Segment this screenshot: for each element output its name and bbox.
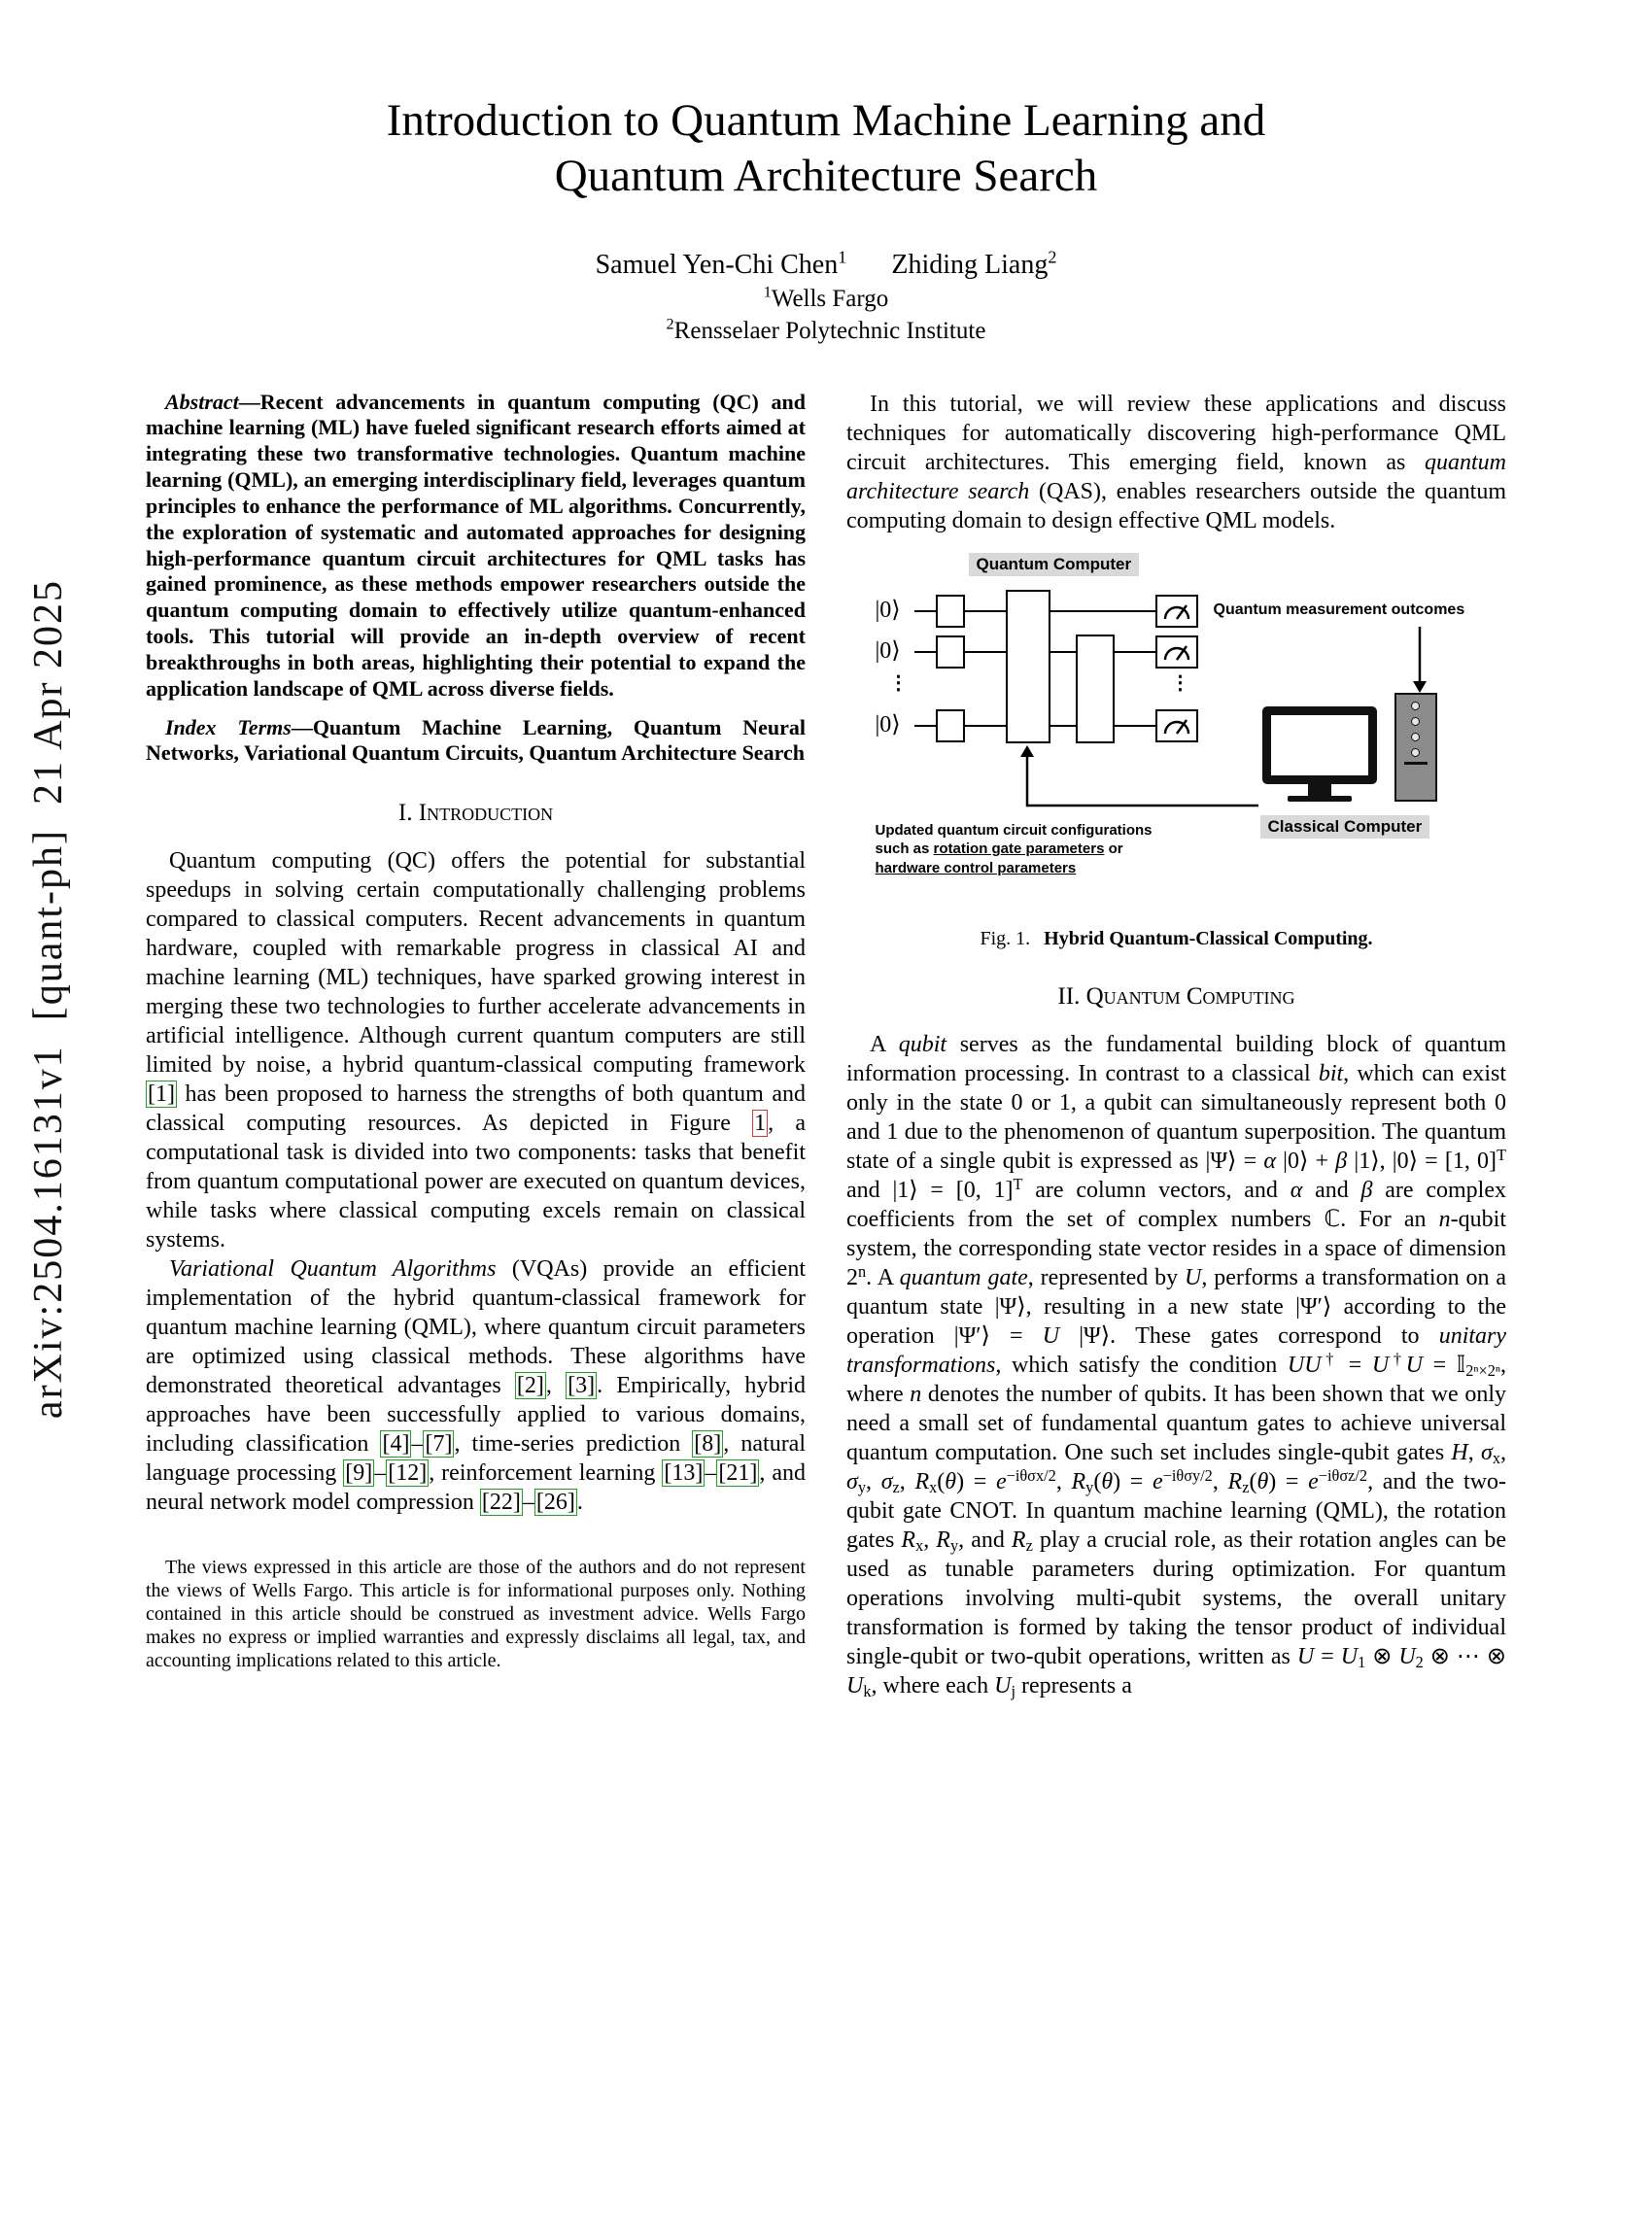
author-1 [595,247,847,280]
two-qubit-gate [1076,635,1115,743]
author-2 [891,247,1057,280]
author-1-name: Samuel Yen-Chi Chen [595,249,839,280]
quantum-gate [936,635,965,669]
tower-led [1411,748,1420,757]
left-column [146,390,806,1700]
figure-ref-link[interactable]: 1 [754,1111,767,1137]
affiliation-2-sup: 2 [666,315,674,333]
measurement-icon [1159,639,1194,665]
intro-paragraph-1: Quantum computing (QC) offers the potential for substantial speedups in solving certain computationally challenging problems compared to classical computers. Recent advancements in quantum hardware, coupled with remarkable progress in classical AI and machine learning (ML) techniques, have sparked growing interest in merging these two technologies to further accelerate advancements in artificial intelligence. Although current quantum computers are still limited by noise, a hybrid quantum-classical computing framework [1] has been proposed to harness the strengths of both quantum and classical computing resources. As depicted in Figure 1, a computational task is divided into two components: tasks that benefit from quantum computational power are executed on quantum devices, while tasks where classical computing excels remain on classical systems. [146,848,807,1253]
section-heading-quantum-computing: II. Quantum Computing [1057,982,1295,1010]
ket-zero-label: |0⟩ [875,637,901,664]
figure-1-diagram [875,554,1478,903]
ket-zero-label: |0⟩ [875,711,901,738]
citation-link[interactable]: [21] [718,1460,758,1487]
affiliation-2 [0,315,1652,345]
abstract-label: Abstract [165,389,239,414]
monitor-icon [1262,706,1377,784]
ket-zero-label: |0⟩ [875,597,901,623]
figure-caption-text: Hybrid Quantum-Classical Computing. [1044,927,1373,949]
author-2-name: Zhiding Liang [891,249,1049,280]
classical-computer-label: Classical Computer [1260,815,1430,839]
computer-tower-icon [1394,693,1437,802]
intro-paragraph-2: Variational Quantum Algorithms (VQAs) provide an efficient implementation of the hybrid quantum-classical framework for quantum machine learning (QML), where quantum circuit parameters are optimized using classical methods. These algorithms have demonstrated theoretical advantages [2], [3]. Empirically, hybrid approaches have been successfully applied to various domains, including classification [4]–[7], time-series prediction [8], natural language processing [9]–[12], reinforcement learning [13]–[21], and neural network model compression [22]–[26]. [146,1256,807,1516]
index-terms-text: —Quantum Machine Learning, Quantum Neural Networks, Variational Quantum Circuits, Quantum Architecture Search [146,714,806,766]
quantum-gate [936,595,965,628]
author-2-sup: 2 [1048,247,1057,267]
measurement-box [1155,635,1198,669]
citation-link[interactable]: [8] [694,1431,722,1458]
citation-link[interactable]: [1] [148,1081,175,1108]
arxiv-stamp: arXiv:2504.16131v1 [quant-ph] 21 Apr 2025 [26,579,71,1420]
index-terms-label: Index Terms [165,714,292,739]
citation-link[interactable]: [26] [535,1490,575,1516]
disclaimer-footnote: The views expressed in this article are those of the authors and do not represent the views of Wells Fargo. This article is for informational purposes only. Nothing contained in this article should be construed as investment advice. Wells Fargo makes no express or implied warranties and expressly disclaims all legal, tax, and accounting implications related to this article. [146,1557,806,1672]
tutorial-overview-paragraph: In this tutorial, we will review these applications and discuss techniques for automatically discovering high-performance QML circuit architectures. This emerging field, known as quantum architecture search (QAS), enables researchers outside the quantum computing domain to design effective QML models. [846,391,1507,533]
index-terms-paragraph [146,715,806,768]
citation-link[interactable]: [22] [481,1490,521,1516]
citation-link[interactable]: [7] [425,1431,453,1458]
affiliation-1 [0,283,1652,313]
right-column [846,390,1506,1700]
monitor-base [1288,796,1352,802]
quantum-computer-label: Quantum Computer [969,553,1140,576]
citation-link[interactable]: [9] [345,1460,373,1487]
measurement-outcomes-label: Quantum measurement outcomes [1213,601,1465,618]
section-heading-introduction: I. Introduction [397,800,554,827]
measurement-box [1155,595,1198,628]
citation-link[interactable]: [4] [382,1431,410,1458]
vertical-dots: ⋮ [888,671,909,694]
citation-link[interactable]: [12] [388,1460,428,1487]
abstract-paragraph [146,390,806,703]
measurement-icon [1159,599,1194,624]
tower-slot [1404,762,1428,765]
figure-caption-label: Fig. 1. [980,927,1031,949]
update-note: Updated quantum circuit configurations such as rotation gate parameters or hardware control parameters [875,821,1153,876]
paper-title: Introduction to Quantum Machine Learning and Quantum Architecture Search [386,95,1266,202]
quantum-gate [936,709,965,742]
tower-led [1411,733,1420,741]
measurement-box [1155,709,1198,742]
citation-link[interactable]: [3] [568,1373,596,1399]
figure-1 [846,554,1506,950]
affiliation-1-name: Wells Fargo [771,285,889,312]
measurement-icon [1159,713,1194,738]
monitor-stand [1308,784,1331,796]
vertical-dots: ⋮ [1170,671,1190,694]
abstract-text: —Recent advancements in quantum computing (QC) and machine learning (ML) have fueled significant research efforts aimed at integrating these two transformative technologies. Quantum machine learning (QML), an emerging interdisciplinary field, leverages quantum principles to enhance the performance of ML algorithms. Concurrently, the exploration of systematic and automated approaches for designing high-performance quantum circuit architectures for QML tasks has gained prominence, as these methods empower researchers outside the quantum computing domain to effectively utilize quantum-enhanced tools. This tutorial will provide an in-depth overview of recent breakthroughs in both areas, highlighting their potential to expand the application landscape of QML across diverse fields. [146,389,806,701]
affiliation-2-name: Rensselaer Polytechnic Institute [673,317,986,344]
paper-page [0,93,1652,2231]
tower-led [1411,717,1420,726]
authors-line [0,247,1652,281]
two-column-body [146,390,1506,1700]
author-1-sup: 1 [838,247,847,267]
multi-qubit-gate [1006,590,1050,743]
affiliation-1-sup: 1 [763,283,772,301]
quantum-computing-paragraph: A qubit serves as the fundamental building block of quantum information processing. In contrast to a classical bit, which can exist only in the state 0 or 1, a qubit can simultaneously represent both 0 and 1 due to the phenomenon of quantum superposition. The quantum state of a single qubit is expressed as |Ψ⟩ = α |0⟩ + β |1⟩, |0⟩ = [1, 0]$^T$ and |1⟩ = [0, 1]$^T$ are column vectors, and α and β are complex coefficients from the set of complex numbers ℂ. For an n-qubit system, the corresponding state vector resides in a space of dimension 2$^n$. A quantum gate, represented by U, performs a transformation on a quantum state |Ψ⟩, resulting in a new state |Ψ′⟩ according to the operation |Ψ′⟩ = U |Ψ⟩. These gates correspond to unitary transformations, which satisfy the condition UU† = U†U = 𝕀2ⁿ×2ⁿ, where n denotes the number of qubits. It has been shown that we only need a small set of fundamental quantum gates to achieve universal quantum computation. One such set includes single-qubit gates H, σx, σy, σz, $Rx(\theta) = e^{-i\theta\sigma x/2}$, $Ry(\theta) = e^{-i\theta\sigma y/2}$, $Rz(\theta) = e^{-i\theta\sigma z/2}$, and the two-qubit gate CNOT. In quantum machine learning (QML), the rotation gates Rx, Ry, and Rz play a crucial role, as their rotation angles can be used as tunable parameters during optimization. For quantum operations involving multi-qubit systems, the overall unitary transformation is formed by taking the tensor product of individual single-qubit or two-qubit operations, written as U = U1 ⊗ U2 ⊗ ⋯ ⊗ Uk, where each Uj represents a [846,1031,1507,1700]
tower-led [1411,702,1420,710]
measurement-to-classical-arrow [1413,627,1427,693]
citation-link[interactable]: [13] [664,1460,704,1487]
citation-link[interactable]: [2] [516,1373,544,1399]
feedback-arrow [1020,745,1258,806]
figure-caption [846,928,1506,950]
